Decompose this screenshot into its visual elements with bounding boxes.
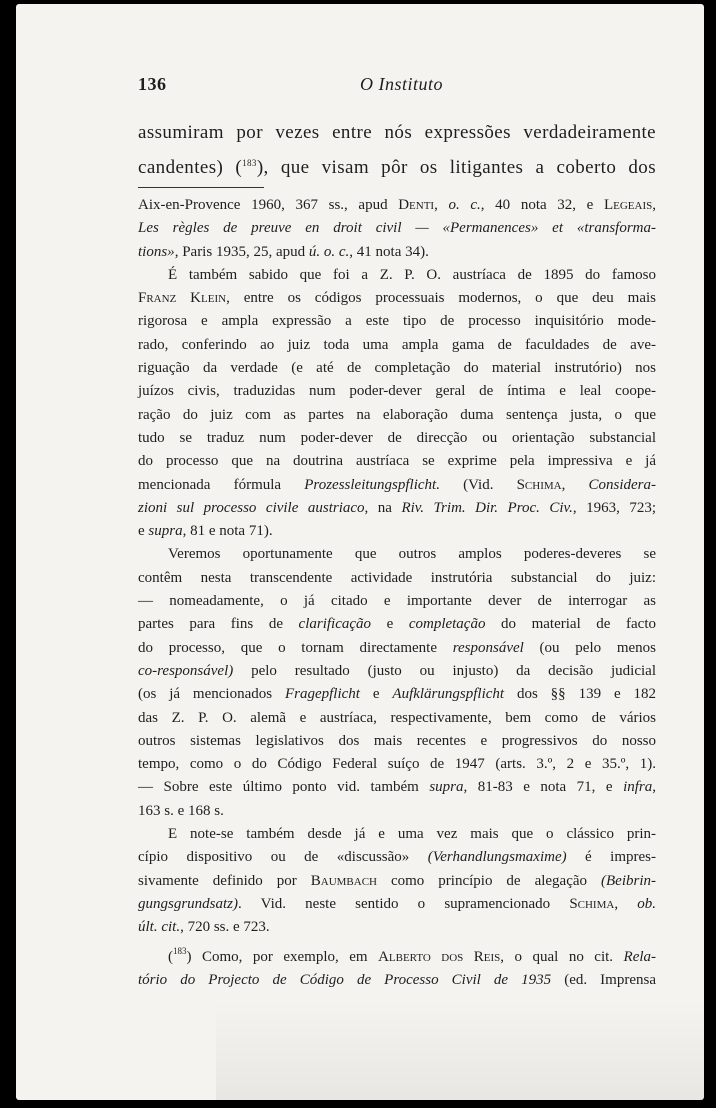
main-text xyxy=(138,117,656,183)
note-line: riguação da verdade (e até de completação do material instrutório) nos xyxy=(138,360,656,377)
note-line: das Z. P. O. alemã e austríaca, respectivamente, bem como de vários xyxy=(138,709,656,726)
footnote-number: 183 xyxy=(173,945,187,956)
note-line: cípio dispositivo ou de «discussão» (Verhandlungsmaxime) é impres- xyxy=(138,849,656,866)
running-title: O Instituto xyxy=(360,74,444,94)
note-line: gungsgrundsatz). Vid. neste sentido o supramencionado Schima, ob. xyxy=(138,895,656,912)
main-text-line: assumiram por vezes entre nós expressões verdadeiramente xyxy=(138,122,656,143)
footnote-separator xyxy=(138,187,264,188)
note-line: tempo, como o do Código Federal suíço de 1947 (arts. 3.º, 2 e 35.º, 1). xyxy=(138,756,656,773)
note-line: sivamente definido por Baumbach como princípio de alegação (Beibrin- xyxy=(138,872,656,889)
note-line: Les règles de preuve en droit civil — «Permanences» et «transforma- xyxy=(138,220,656,237)
note-line: mencionada fórmula Prozessleitungspflicht. (Vid. Schima, Considera- xyxy=(138,476,657,493)
note-line: zioni sul processo civile austriaco, na Riv. Trim. Dir. Proc. Civ., 1963, 723; xyxy=(138,499,656,516)
footnote-ref-183: 183 xyxy=(242,158,257,168)
note-line: tudo se traduz num poder-dever de direcção ou orientação substancial xyxy=(138,429,656,446)
note-line: rigorosa e ampla expressão a este tipo de processo inquisitório mode- xyxy=(138,313,656,330)
note-line: do processo, que o tornam directamente responsável (ou pelo menos xyxy=(138,639,656,656)
note-line: — nomeadamente, o já citado e importante dever de interrogar as xyxy=(138,593,656,610)
note-line: É também sabido que foi a Z. P. O. austríaca de 1895 do famoso xyxy=(168,266,656,283)
note-line: co-responsável) pelo resultado (justo ou injusto) da decisão judicial xyxy=(138,662,656,679)
note-line: contêm nesta transcendente actividade instrutória substancial do juiz: xyxy=(138,569,656,586)
note-line: tions», Paris 1935, 25, apud ú. o. c., 41 nota 34). xyxy=(138,243,429,260)
note-line: últ. cit., 720 ss. e 723. xyxy=(138,919,270,936)
footnotes xyxy=(138,194,656,992)
note-line: Veremos oportunamente que outros amplos poderes-deveres se xyxy=(168,546,656,563)
note-line: Aix-en-Provence 1960, 367 ss., apud Denti, o. c., 40 nota 32, e Legeais, xyxy=(138,197,656,213)
note-line: do processo que na doutrina austríaca se exprime pela impressiva e já xyxy=(138,453,656,470)
page-number: 136 xyxy=(138,74,167,94)
note-line: rado, conferindo ao juiz toda uma ampla gama de faculdades de ave- xyxy=(138,336,656,353)
note-line: juízos civis, traduzidas num poder-dever geral de íntima e leal coope- xyxy=(138,383,656,400)
page-header xyxy=(138,74,668,104)
note-line: (os já mencionados Fragepflicht e Aufklärungspflicht dos §§ 139 e 182 xyxy=(138,686,656,703)
page-shadow xyxy=(216,1000,704,1100)
book-page xyxy=(16,4,704,1100)
note-line: tório do Projecto de Código de Processo Civil de 1935 (ed. Imprensa xyxy=(138,971,656,988)
note-line: 163 s. e 168 s. xyxy=(138,802,224,819)
note-line: — Sobre este último ponto vid. também supra, 81-83 e nota 71, e infra, xyxy=(138,779,657,796)
note-line: E note-se também desde já e uma vez mais que o clássico prin- xyxy=(168,826,656,843)
note-line: Franz Klein, entre os códigos processuais modernos, o que deu mais xyxy=(138,290,656,307)
note-line: outros sistemas legislativos dos mais recentes e progressivos do nosso xyxy=(138,732,656,749)
note-line: partes para fins de clarificação e completação do material de facto xyxy=(138,616,656,633)
footnote-183: ($^{183}$) Como, por exemplo, em Alberto dos Reis, o qual no cit. Rela- xyxy=(168,945,657,965)
note-line: ração do juiz com as partes na elaboração duma sentença justa, o que xyxy=(138,406,656,423)
main-text-line: candentes) ($^{183}$), que visam pôr os litigantes a coberto dos xyxy=(138,157,656,178)
note-line: e supra, 81 e nota 71). xyxy=(138,523,273,540)
